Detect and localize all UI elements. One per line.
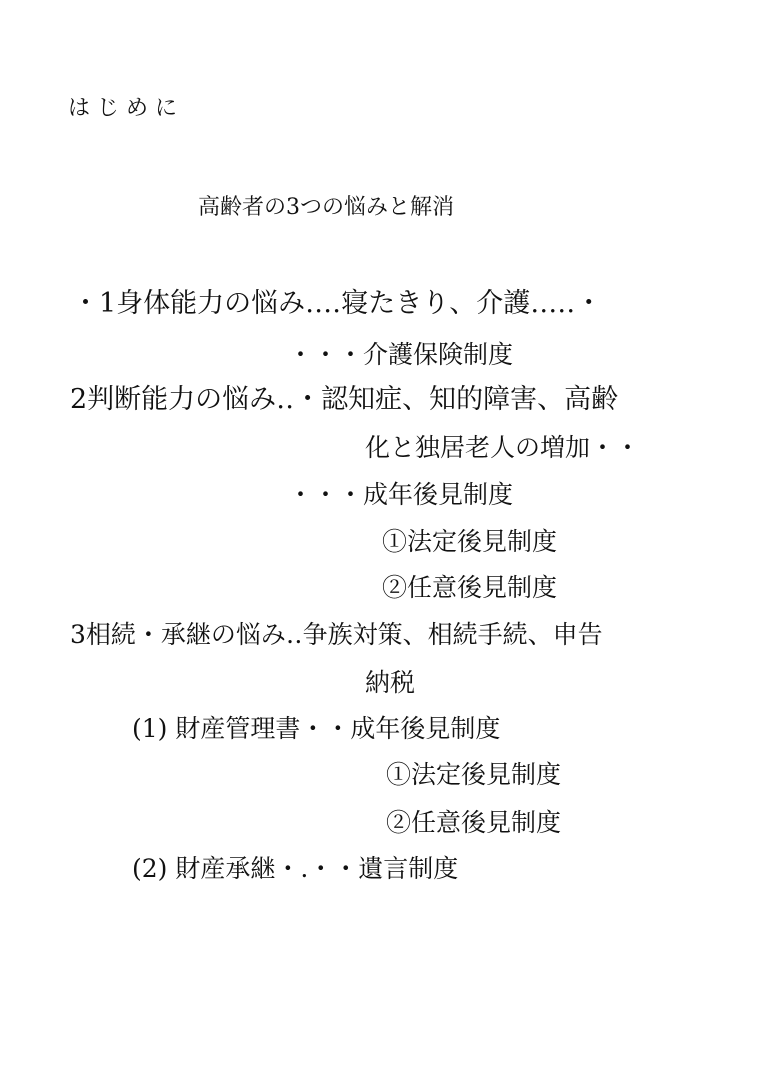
section-1-line: ・1身体能力の悩み‥‥寝たきり、介護‥…・ [72,288,603,319]
section-3-item-1-sub-2: ②任意後見制度 [386,808,562,837]
section-2-line: 2判断能力の悩み‥・認知症、知的障害、高齢 [70,384,619,415]
section-3-item-2: (2) 財産承継・.・・遺言制度 [132,854,459,883]
section-3-item-1-sub-1: ①法定後見制度 [386,760,562,789]
section-2-sub-1: ①法定後見制度 [382,527,558,556]
section-2-sub-2: ②任意後見制度 [382,573,558,602]
section-3-continuation: 納税 [365,668,416,697]
heading: はじめに [68,96,185,121]
subtitle: 高齢者の3つの悩みと解消 [198,195,454,220]
section-1-remedy: ・・・介護保険制度 [288,340,514,369]
section-2-continuation: 化と独居老人の増加・・ [365,433,641,462]
section-3-line: 3相続・承継の悩み‥争族対策、相続手続、申告 [70,620,603,649]
section-2-remedy: ・・・成年後見制度 [288,480,514,509]
section-3-item-1: (1) 財産管理書・・成年後見制度 [132,714,501,743]
